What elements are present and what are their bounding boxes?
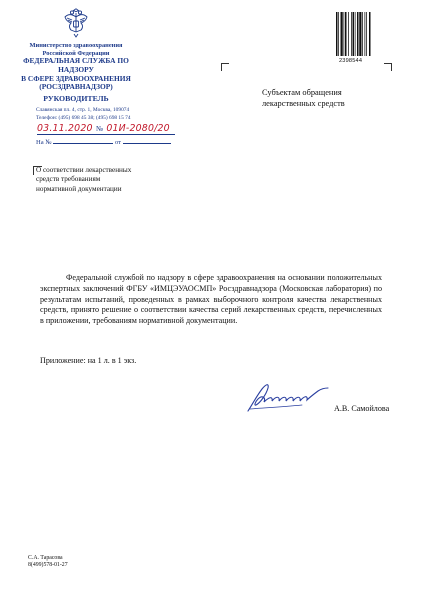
registration-line (37, 123, 177, 135)
service-address (36, 107, 176, 122)
service-line: В СФЕРЕ ЗДРАВООХРАНЕНИЯ (21, 73, 131, 83)
service-line: (РОСЗДРАВНАДЗОР) (39, 82, 113, 92)
barcode-number: 2398544 (339, 58, 363, 64)
registration-number: 01И-2080/20 (106, 123, 170, 134)
barcode-bar (369, 12, 371, 56)
reference-date-field (123, 136, 171, 144)
barcode-bar (353, 12, 355, 56)
barcode-bar (357, 12, 359, 56)
handwritten-signature-icon (242, 375, 338, 415)
barcode-bar (365, 12, 366, 56)
barcode-bar (362, 12, 363, 56)
registration-no-label: № (95, 124, 104, 133)
executor-phone: 8(499)578-01-27 (28, 562, 68, 569)
barcode-bar (359, 12, 361, 56)
executor-name: С.А. Тарасова (28, 555, 63, 561)
barcode-bar (348, 12, 349, 56)
subject-line: средств требованиям (36, 175, 101, 184)
barcode-bar (341, 12, 343, 56)
reference-from-label: от (114, 139, 122, 146)
ministry-name (20, 42, 132, 57)
service-line: ФЕДЕРАЛЬНАЯ СЛУЖБА ПО НАДЗОРУ (23, 56, 129, 74)
addressee-line: Субъектам обращения (262, 88, 342, 97)
registration-underline (37, 134, 175, 135)
executor-info (28, 555, 68, 570)
subject-line: нормативной документации (36, 184, 122, 193)
reference-line (36, 136, 186, 146)
barcode-bar (366, 12, 367, 56)
head-title: РУКОВОДИТЕЛЬ (43, 94, 109, 103)
addressee-line: лекарственных средств (262, 98, 345, 108)
ministry-line: Министерство здравоохранения (29, 42, 123, 49)
barcode-bar (355, 12, 356, 56)
address-line: Славянская пл. 4, стр. 1, Москва, 109074 (36, 107, 130, 113)
barcode-icon (335, 12, 381, 56)
barcode-bar (345, 12, 347, 56)
subject-line: О соответствии лекарственных (36, 166, 132, 174)
barcode-bar (338, 12, 339, 56)
barcode-bar (344, 12, 345, 56)
reference-number-field (53, 136, 113, 144)
phone-line: Телефон: (495) 698 45 38; (495) 698 15 74 (36, 114, 131, 121)
attachment-note: Приложение: на 1 л. в 1 экз. (40, 356, 137, 365)
addressee-bracket-left (221, 63, 229, 71)
registration-stamp (37, 123, 170, 134)
letter-subject (36, 166, 166, 194)
letter-body: Федеральной службой по надзору в сфере здравоохранения на основании положительных экспертных заключений ФГБУ «ИМЦЭУАОСМП» Росздравнадзора (Московская лаборатория) по результатам испытаний, проведенных в рамках выборочного контроля качества лекарственных средств, принято решение о соответствии качества серий лекарственных средств, перечисленных в приложении, требованиям нормативной документации. (40, 273, 382, 326)
ministry-line: Российской Федерации (42, 49, 110, 57)
service-name (20, 57, 132, 92)
addressee-bracket-right (384, 63, 392, 71)
barcode-bar (351, 12, 352, 56)
reference-label: На № (36, 139, 52, 146)
registration-date: 03.11.2020 (37, 123, 93, 134)
barcode-bar (336, 12, 338, 56)
double-headed-eagle-emblem-icon (63, 8, 89, 38)
signer-name: А.В. Самойлова (334, 404, 390, 413)
addressee (262, 88, 402, 109)
